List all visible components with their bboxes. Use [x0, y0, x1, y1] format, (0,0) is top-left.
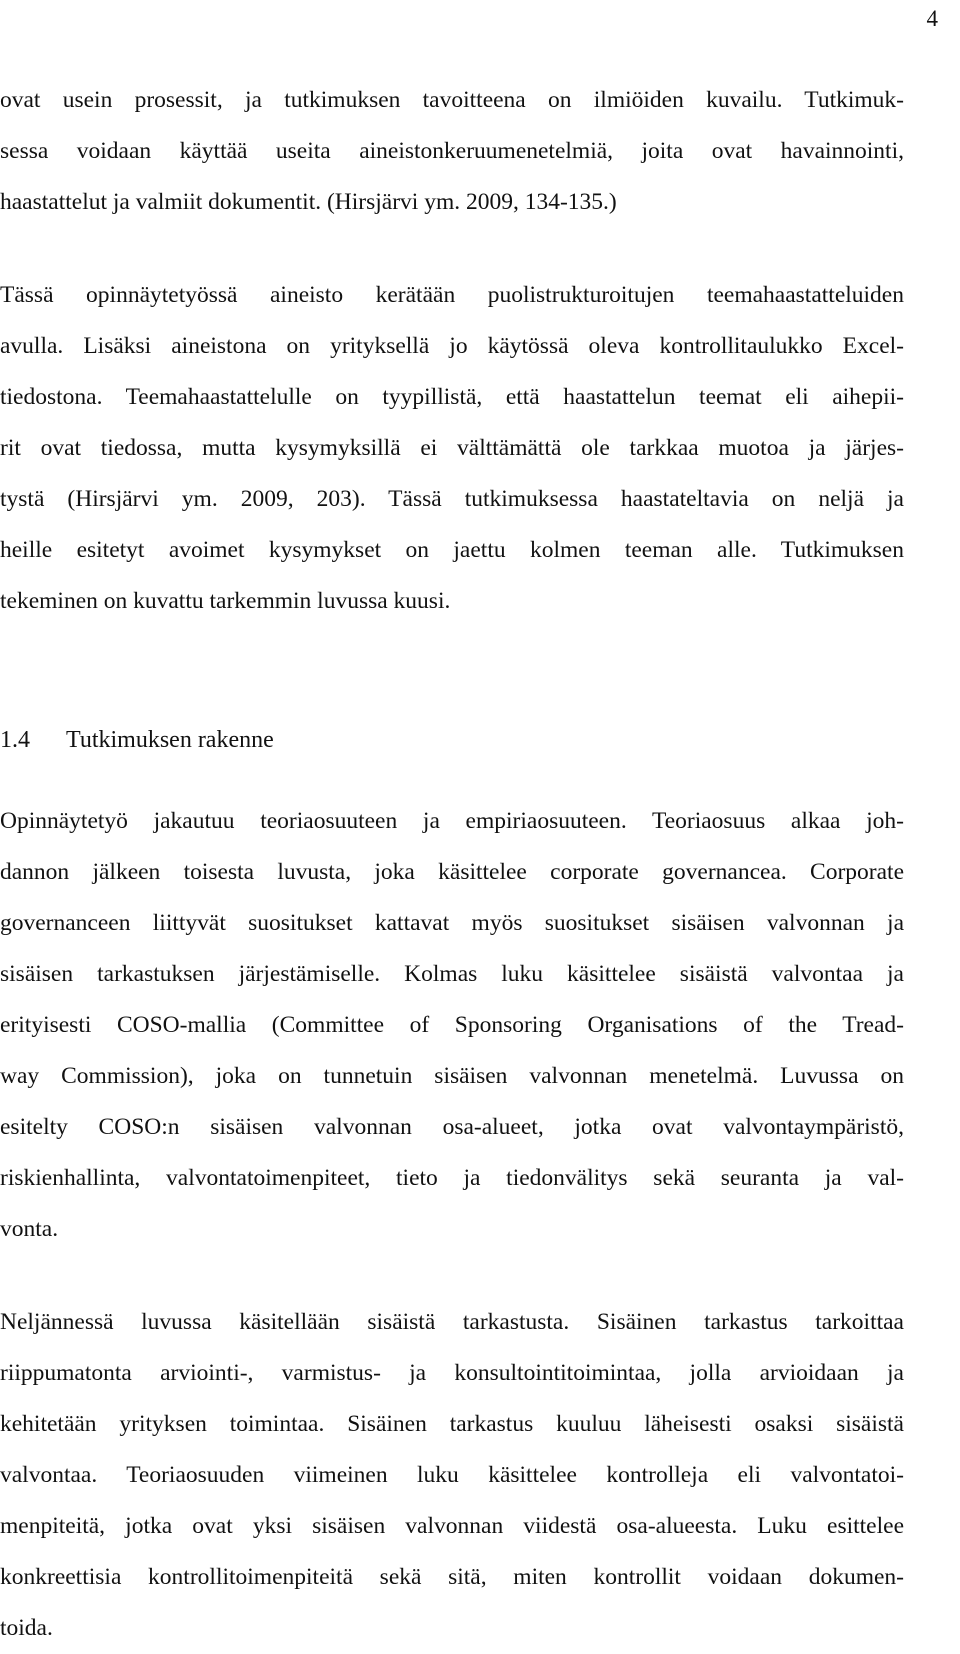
text-line: way Commission), joka on tunnetuin sisäisen valvonnan menetelmä. Luvussa on	[0, 1063, 904, 1089]
heading-spacer	[0, 766, 904, 796]
text-line: heille esitetyt avoimet kysymykset on jaettu kolmen teeman alle. Tutkimuksen	[0, 537, 904, 563]
page-number: 4	[926, 6, 938, 31]
section-title: Tutkimuksen rakenne	[66, 727, 274, 753]
text-line: riskienhallinta, valvontatoimenpiteet, tieto ja tiedonvälitys sekä seuranta ja val-	[0, 1165, 904, 1191]
section-spacer	[0, 627, 904, 715]
text-line: ovat usein prosessit, ja tutkimuksen tavoitteena on ilmiöiden kuvailu. Tutkimuk-	[0, 87, 904, 113]
text-line: Opinnäytetyö jakautuu teoriaosuuteen ja empiriaosuuteen. Teoriaosuus alkaa joh-	[0, 808, 904, 834]
text-line: tekeminen on kuvattu tarkemmin luvussa kuusi.	[0, 588, 451, 614]
paragraph-thesis-structure	[0, 796, 904, 1255]
text-line: avulla. Lisäksi aineistona on yrityksellä jo käytössä oleva kontrollitaulukko Excel-	[0, 333, 904, 359]
text-line: sessa voidaan käyttää useita aineistonkeruumenetelmiä, joita ovat havainnointi,	[0, 138, 904, 164]
text-line: menpiteitä, jotka ovat yksi sisäisen valvonnan viidestä osa-alueesta. Luku esittelee	[0, 1513, 904, 1539]
text-line: konkreettisia kontrollitoimenpiteitä sekä sitä, miten kontrollit voidaan dokumen-	[0, 1564, 904, 1590]
section-number: 1.4	[0, 727, 30, 753]
paragraph-internal-audit	[0, 1297, 904, 1654]
text-line: vonta.	[0, 1216, 59, 1242]
text-line: valvontaa. Teoriaosuuden viimeinen luku käsittelee kontrolleja eli valvontatoi-	[0, 1462, 904, 1488]
text-line: toida.	[0, 1615, 53, 1641]
text-line: tiedostona. Teemahaastattelulle on tyypillistä, että haastattelun teemat eli aihepii-	[0, 384, 904, 410]
text-line: haastattelut ja valmiit dokumentit. (Hirsjärvi ym. 2009, 134-135.)	[0, 189, 617, 215]
paragraph-research-methods	[0, 75, 904, 228]
text-line: rit ovat tiedossa, mutta kysymyksillä ei välttämättä ole tarkkaa muotoa ja järjes-	[0, 435, 904, 461]
paragraph-spacer	[0, 228, 904, 270]
text-line: riippumatonta arviointi-, varmistus- ja konsultointitoimintaa, jolla arvioidaan ja	[0, 1360, 904, 1386]
text-line: kehitetään yrityksen toimintaa. Sisäinen tarkastus kuuluu läheisesti osaksi sisäistä	[0, 1411, 904, 1437]
text-line: sisäisen tarkastuksen järjestämiselle. Kolmas luku käsittelee sisäistä valvontaa ja	[0, 961, 904, 987]
page-content	[0, 75, 904, 1654]
text-line: governanceen liittyvät suositukset kattavat myös suositukset sisäisen valvonnan ja	[0, 910, 904, 936]
text-line: erityisesti COSO-mallia (Committee of Sponsoring Organisations of the Tread-	[0, 1012, 904, 1038]
text-line: dannon jälkeen toisesta luvusta, joka käsittelee corporate governancea. Corporate	[0, 859, 904, 885]
text-line: Neljännessä luvussa käsitellään sisäistä tarkastusta. Sisäinen tarkastus tarkoittaa	[0, 1309, 904, 1335]
paragraph-spacer	[0, 1255, 904, 1297]
text-line: tystä (Hirsjärvi ym. 2009, 203). Tässä tutkimuksessa haastateltavia on neljä ja	[0, 486, 904, 512]
section-heading	[0, 715, 904, 766]
text-line: esitelty COSO:n sisäisen valvonnan osa-alueet, jotka ovat valvontaympäristö,	[0, 1114, 904, 1140]
text-line: Tässä opinnäytetyössä aineisto kerätään puolistrukturoitujen teemahaastatteluiden	[0, 282, 904, 308]
paragraph-data-collection	[0, 270, 904, 627]
